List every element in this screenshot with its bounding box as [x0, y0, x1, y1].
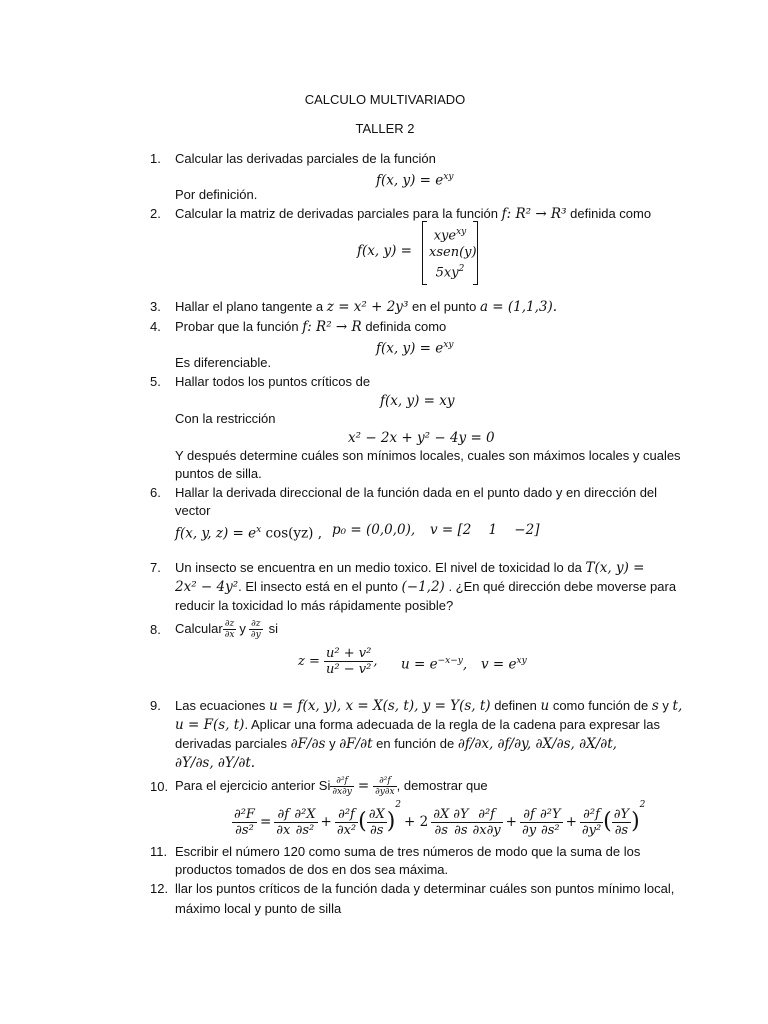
- matrix-row: $5xy^2$: [435, 264, 465, 281]
- item-2-text: Calcular la matriz de derivadas parciales para la función f: R² → R³ definida como: [175, 206, 652, 222]
- item-11-text-1: Escribir el número 120 como suma de tres números de modo que la suma de los: [175, 844, 641, 859]
- item-9-text-3: derivadas parciales ∂F/∂s y ∂F/∂t en función de ∂f/∂x, ∂f/∂y, ∂X/∂s, ∂X/∂t,: [175, 736, 617, 752]
- item-number: 9.: [150, 698, 161, 713]
- item-8-equation: z = $\frac{\text{u² + v²}}{\text{u² − v²}}$ ,: [298, 645, 378, 677]
- item-1-text: Calcular las derivadas parciales de la función: [175, 151, 436, 166]
- course-title: CALCULO MULTIVARIADO: [304, 92, 466, 107]
- fraction: $\frac{\partial z}{\partial y}$: [250, 618, 261, 640]
- item-5-restriction: Con la restricción: [175, 411, 276, 426]
- item-5-after-1: Y después determine cuáles son mínimos locales, cuales son máximos locales y cuales: [175, 448, 681, 463]
- item-5-after-2: puntos de silla.: [175, 466, 262, 481]
- item-6-text-1: Hallar la derivada direccional de la función dada en el punto dado y en dirección del: [175, 485, 658, 500]
- item-10-equation: $\frac{\text{∂²F}}{\text{∂s²}}$ = $\frac{\partial f}{\partial x}$ $\frac{\text{∂²X}}{\text{∂s²}}$ + $\frac{\text{∂²f}}{\text{∂x²}}$ ( $\frac{\partial X}{\partial s}$ ) 2 + 2 $\frac{\partial X}{\partial s}$ $\frac{\partial Y}{\partial s}$ $\frac{\text{∂²f}}{\partial x\partial y}$ + $\frac{\partial f}{\partial y}$ $\frac{\text{∂²Y}}{\text{∂s²}}$ + $\frac{\text{∂²f}}{\text{∂y²}}$ ( $\frac{\partial Y}{\partial s}$ ) 2: [234, 800, 646, 838]
- item-4-equation: f(x, $y) = e^{xy}$: [376, 340, 454, 357]
- item-number: 5.: [150, 374, 161, 389]
- item-6-text-2: vector: [175, 503, 211, 518]
- item-number: 3.: [150, 299, 161, 314]
- fraction: $\frac{\partial f}{\partial x}$: [276, 806, 291, 838]
- item-number: 4.: [150, 319, 161, 334]
- fraction: $\frac{\text{∂²Y}}{\text{∂s²}}$: [540, 806, 561, 838]
- item-number: 7.: [150, 560, 161, 575]
- item-1-equation: f(x, $y) = e^{xy}$: [376, 172, 454, 189]
- item-number: 6.: [150, 485, 161, 500]
- fraction: $\frac{\text{u² + v²}}{\text{u² − v²}}$: [326, 645, 372, 677]
- matrix-row: xye$^{xy}$: [433, 227, 467, 244]
- item-9-text-1: Las ecuaciones u = f(x, y), x = X(s, t), y = Y(s, t) definen u como función de s y t,: [175, 698, 683, 714]
- fraction: $\frac{\text{∂²f}}{\text{∂x²}}$: [336, 806, 357, 838]
- item-number: 8.: [150, 622, 161, 637]
- fraction: $\frac{\text{∂²f}}{\text{∂y²}}$: [581, 806, 602, 838]
- item-10-text: Para el ejercicio anterior Si $\frac{\text{∂²f}}{\partial x\partial y}$ = $\frac{\text{∂²f}}{\partial y\partial x}$ , demostrar que: [175, 775, 488, 797]
- item-number: 12.: [150, 881, 169, 896]
- fraction: $\frac{\partial X}{\partial s}$: [368, 806, 385, 838]
- item-7-text-2: 2x² − 4y². El insecto está en el punto (−1,2) . ¿En qué dirección debe moverse para: [175, 579, 677, 595]
- item-7-text-3: reducir la toxicidad lo más rápidamente posible?: [175, 598, 454, 613]
- item-6-function: f(x, y, $z) = e^x$ cos(yz) ,: [175, 525, 322, 542]
- item-5-function: f(x, y) = xy: [380, 393, 455, 409]
- fraction: $\frac{\partial Y}{\partial s}$: [613, 806, 630, 838]
- item-9-text-2: u = F(s, t). Aplicar una forma adecuada de la regla de la cadena para expresar las: [175, 717, 660, 733]
- fraction: $\frac{\partial z}{\partial x}$: [224, 618, 235, 640]
- item-2-lhs: f(x, y) =: [357, 243, 412, 259]
- item-number: 1.: [150, 151, 161, 166]
- item-12-text-2: máximo local y punto de silla: [175, 901, 342, 916]
- item-number: 10.: [150, 779, 169, 794]
- workshop-title: TALLER 2: [355, 121, 415, 136]
- item-1-after: Por definición.: [175, 187, 258, 202]
- item-4-after: Es diferenciable.: [175, 355, 272, 370]
- item-5-text: Hallar todos los puntos críticos de: [175, 374, 371, 389]
- item-7-text-1: Un insecto se encuentra en un medio toxico. El nivel de toxicidad lo da T(x, y) =: [175, 560, 645, 576]
- item-number: 11.: [150, 844, 168, 859]
- item-2-matrix: [422, 222, 478, 284]
- fraction: $\frac{\text{∂²f}}{\partial y\partial x}$: [375, 775, 395, 797]
- item-8-u: $u = e^{-x-y}$,: [401, 656, 468, 673]
- matrix-row: xsen(y): [429, 245, 477, 261]
- item-9-text-4: ∂Y/∂s, ∂Y/∂t.: [175, 755, 256, 771]
- item-8-text: Calcular $\frac{\partial z}{\partial x}$ y $\frac{\partial z}{\partial y}$ si: [175, 618, 279, 640]
- item-4-text: Probar que la función f: R² → R definida como: [175, 319, 447, 335]
- fraction: $\frac{\partial X}{\partial s}$: [433, 806, 450, 838]
- fraction: $\frac{\text{∂²F}}{\text{∂s²}}$: [234, 806, 255, 838]
- fraction: $\frac{\partial f}{\partial y}$: [521, 806, 537, 838]
- item-number: 2.: [150, 206, 161, 221]
- fraction: $\frac{\partial Y}{\partial s}$: [453, 806, 469, 838]
- item-6-point: p₀ = (0,0,0),: [332, 522, 416, 538]
- fraction: $\frac{\text{∂²X}}{\text{∂s²}}$: [294, 806, 316, 838]
- item-8-v: $v = e^{xy}$: [481, 656, 527, 673]
- item-3-text: Hallar el plano tangente a z = x² + 2y³ en el punto a = (1,1,3).: [175, 299, 558, 315]
- item-6-vector: v = [2 1 −2]: [430, 522, 540, 538]
- fraction: $\frac{\text{∂²f}}{\partial x\partial y}$: [472, 806, 501, 838]
- item-12-text-1: llar los puntos críticos de la función dada y determinar cuáles son puntos mínimo local,: [175, 881, 675, 896]
- fraction: $\frac{\text{∂²f}}{\partial x\partial y}$: [332, 775, 352, 797]
- item-11-text-2: productos tomados de dos en dos sea máxima.: [175, 862, 449, 877]
- item-5-constraint: x² − 2x + y² − 4y = 0: [348, 430, 495, 446]
